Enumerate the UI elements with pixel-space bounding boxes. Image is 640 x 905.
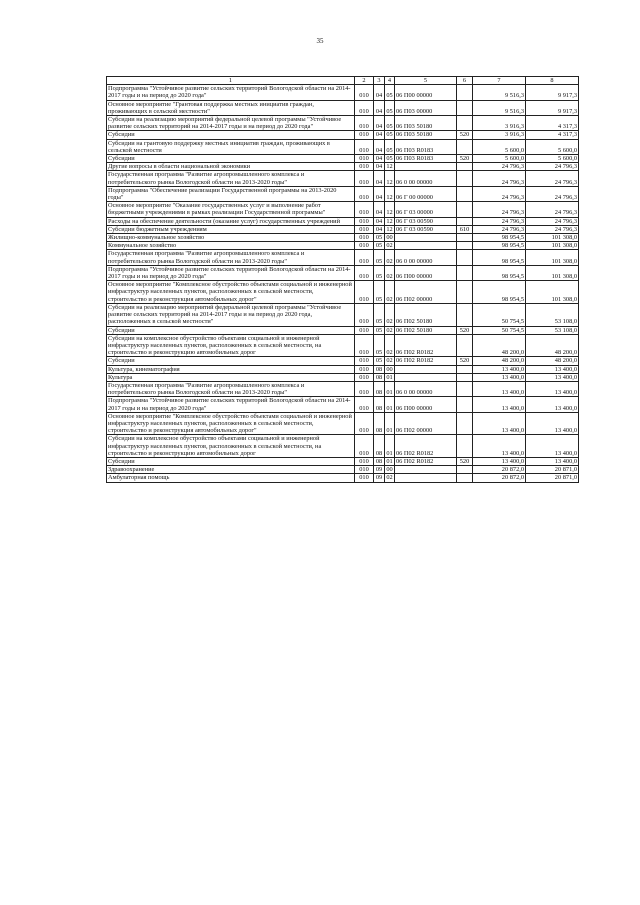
row-section: 04	[374, 171, 385, 186]
table-row	[107, 171, 579, 186]
row-admin-code: 010	[355, 457, 374, 465]
row-amount-col7: 5 600,0	[473, 155, 526, 163]
row-section: 05	[374, 357, 385, 365]
row-section: 04	[374, 163, 385, 171]
row-name: Подпрограмма "Обеспечение реализации Государственной программы на 2013-2020 годы"	[107, 186, 355, 201]
row-amount-col8: 5 600,0	[526, 139, 579, 154]
row-amount-col7: 24 796,3	[473, 225, 526, 233]
row-amount-col8: 24 796,3	[526, 202, 579, 217]
row-name: Субсидии	[107, 131, 355, 139]
row-section: 05	[374, 250, 385, 265]
row-target-article: 06 0 00 00000	[395, 250, 457, 265]
row-amount-col7: 13 400,0	[473, 373, 526, 381]
row-expense-type	[457, 281, 473, 304]
row-expense-type: 520	[457, 155, 473, 163]
header-cell: 2	[355, 77, 374, 85]
row-target-article: 06 Г 03 00590	[395, 225, 457, 233]
table-row	[107, 365, 579, 373]
row-admin-code: 010	[355, 250, 374, 265]
table-row	[107, 225, 579, 233]
row-section: 05	[374, 281, 385, 304]
row-expense-type	[457, 435, 473, 458]
row-expense-type	[457, 234, 473, 242]
row-target-article	[395, 373, 457, 381]
row-section: 08	[374, 397, 385, 412]
row-target-article	[395, 365, 457, 373]
row-amount-col7: 24 796,3	[473, 202, 526, 217]
row-amount-col8: 9 917,3	[526, 100, 579, 115]
row-target-article: 06 0 00 00000	[395, 381, 457, 396]
row-section: 09	[374, 466, 385, 474]
row-amount-col7: 3 916,3	[473, 116, 526, 131]
row-subsection: 12	[386, 225, 393, 233]
table-row	[107, 457, 579, 465]
row-subsection: 05	[385, 116, 395, 131]
table-body	[107, 85, 579, 482]
row-amount-col8: 24 796,3	[526, 171, 579, 186]
row-name: Субсидии бюджетным учреждениям	[107, 225, 355, 233]
row-amount-col8: 13 400,0	[526, 412, 579, 435]
row-admin-code: 010	[355, 412, 374, 435]
row-name: Амбулаторная помощь	[107, 474, 355, 482]
row-target-article	[395, 242, 457, 250]
row-section: 04	[374, 155, 385, 163]
row-section: 08	[374, 412, 385, 435]
row-admin-code: 010	[355, 234, 374, 242]
table-row	[107, 474, 579, 482]
table-row	[107, 334, 579, 357]
row-subsection: 02	[386, 357, 393, 365]
row-target-article: 06 П00 00000	[395, 85, 457, 100]
row-amount-col7: 3 916,3	[473, 131, 526, 139]
row-expense-type	[457, 85, 473, 100]
row-target-article: 06 П02 R0182	[395, 357, 457, 365]
table-row	[107, 381, 579, 396]
row-name: Другие вопросы в области национальной экономики	[107, 163, 355, 171]
row-section: 04	[374, 225, 385, 233]
row-subsection: 01	[385, 397, 395, 412]
row-expense-type: 520	[457, 131, 473, 139]
row-target-article: 06 Г 00 00000	[395, 186, 457, 201]
row-expense-type: 520	[457, 457, 473, 465]
row-subsection: 02	[385, 265, 395, 280]
page-number: 35	[316, 37, 324, 45]
row-amount-col7: 24 796,3	[473, 171, 526, 186]
row-name: Субсидии на комплексное обустройство объектами социальной и инженерной инфраструктур населенных пунктов, расположенных в сельской местности, на строительство и реконструкцию автомобильных дорог	[107, 334, 355, 357]
table-row	[107, 373, 579, 381]
row-subsection: 01	[386, 373, 393, 381]
row-expense-type	[457, 412, 473, 435]
row-name: Основное мероприятие "Комплексное обустройство объектами социальной и инженерной инфраструктур населенных пунктов, расположенных в сельской местности, строительство и реконструкция автомобильных дорог"	[107, 281, 355, 304]
table-row	[107, 163, 579, 171]
row-expense-type	[457, 242, 473, 250]
row-amount-col7: 50 754,5	[473, 326, 526, 334]
row-amount-col8: 13 400,0	[526, 373, 579, 381]
table-row	[107, 131, 579, 139]
row-subsection: 05	[385, 85, 395, 100]
row-name: Субсидии на комплексное обустройство объектами социальной и инженерной инфраструктур населенных пунктов, расположенных в сельской местности, на строительство и реконструкцию автомобильных дорог	[107, 435, 355, 458]
row-target-article: 06 0 00 00000	[395, 171, 457, 186]
row-amount-col7: 13 400,0	[473, 412, 526, 435]
row-admin-code: 010	[355, 265, 374, 280]
row-amount-col8: 101 308,0	[526, 242, 579, 250]
row-expense-type	[457, 365, 473, 373]
row-section: 08	[374, 365, 385, 373]
row-expense-type	[457, 217, 473, 225]
row-target-article: 06 П03 R0183	[395, 139, 457, 154]
row-admin-code: 010	[355, 100, 374, 115]
row-name: Подпрограмма "Устойчивое развитие сельских территорий Вологодской области на 2014-2017 годы и на период до 2020 года"	[107, 85, 355, 100]
row-expense-type	[457, 265, 473, 280]
row-amount-col7: 13 400,0	[473, 457, 526, 465]
row-name: Культура, кинематография	[107, 365, 355, 373]
row-expense-type: 520	[457, 357, 473, 365]
row-section: 05	[374, 242, 385, 250]
table-row	[107, 466, 579, 474]
row-expense-type	[457, 163, 473, 171]
row-target-article	[395, 163, 457, 171]
row-name: Основное мероприятие "Комплексное обустройство объектами социальной и инженерной инфраструктур населенных пунктов, расположенных в сельской местности, строительство и реконструкция автомобильных дорог"	[107, 412, 355, 435]
row-expense-type	[457, 303, 473, 326]
table-row	[107, 186, 579, 201]
table-row	[107, 234, 579, 242]
row-amount-col8: 9 917,3	[526, 85, 579, 100]
row-expense-type	[457, 250, 473, 265]
row-section: 04	[374, 186, 385, 201]
row-amount-col7: 48 200,0	[473, 334, 526, 357]
row-name: Жилищно-коммунальное хозяйство	[107, 234, 355, 242]
row-admin-code: 010	[355, 85, 374, 100]
row-subsection: 02	[386, 326, 393, 334]
row-subsection: 02	[385, 334, 395, 357]
row-name: Основное мероприятие "Оказание государственных услуг и выполнение работ бюджетными учреждениями в рамках реализации Государственной программы"	[107, 202, 355, 217]
table-row	[107, 326, 579, 334]
row-section: 05	[374, 326, 385, 334]
row-amount-col8: 20 871,0	[526, 474, 579, 482]
row-amount-col8: 24 796,3	[526, 225, 579, 233]
row-admin-code: 010	[355, 171, 374, 186]
row-name: Субсидии на грантовую поддержку местных инициатив граждан, проживающих в сельской местности	[107, 139, 355, 154]
row-section: 08	[374, 435, 385, 458]
row-subsection: 12	[385, 171, 395, 186]
row-expense-type	[457, 116, 473, 131]
row-amount-col7: 13 400,0	[473, 381, 526, 396]
header-cell: 5	[395, 77, 457, 85]
row-amount-col7: 13 400,0	[473, 365, 526, 373]
row-target-article: 06 П00 00000	[395, 397, 457, 412]
row-section: 09	[374, 474, 385, 482]
row-amount-col8: 48 200,0	[526, 357, 579, 365]
row-name: Государственная программа "Развитие агропромышленного комплекса и потребительского рынка Вологодской области на 2013-2020 годы"	[107, 381, 355, 396]
row-admin-code: 010	[355, 131, 374, 139]
row-amount-col8: 101 308,0	[526, 250, 579, 265]
row-amount-col7: 13 400,0	[473, 397, 526, 412]
row-admin-code: 010	[355, 397, 374, 412]
table-row	[107, 412, 579, 435]
row-admin-code: 010	[355, 217, 374, 225]
row-subsection: 02	[385, 281, 395, 304]
row-name: Субсидии на реализацию мероприятий федеральной целевой программы "Устойчивое развитие сельских территорий на 2014-2017 годы и на период до 2020 года, расположенных в сельской местности"	[107, 303, 355, 326]
row-subsection: 01	[385, 435, 395, 458]
row-expense-type	[457, 373, 473, 381]
row-admin-code: 010	[355, 202, 374, 217]
row-admin-code: 010	[355, 474, 374, 482]
row-amount-col8: 48 200,0	[526, 334, 579, 357]
row-target-article: 06 П03 50180	[395, 116, 457, 131]
row-expense-type	[457, 186, 473, 201]
row-name: Субсидии	[107, 155, 355, 163]
row-amount-col7: 98 954,5	[473, 250, 526, 265]
row-admin-code: 010	[355, 381, 374, 396]
row-target-article	[395, 234, 457, 242]
row-name: Расходы на обеспечение деятельности (оказание услуг) государственных учреждений	[107, 217, 355, 225]
row-target-article: 06 П02 50180	[395, 326, 457, 334]
row-section: 04	[374, 217, 385, 225]
row-subsection: 12	[386, 217, 393, 225]
table-row	[107, 202, 579, 217]
row-admin-code: 010	[355, 373, 374, 381]
row-section: 05	[374, 334, 385, 357]
header-cell: 1	[107, 77, 355, 85]
row-section: 08	[374, 381, 385, 396]
table-row	[107, 250, 579, 265]
row-section: 08	[374, 373, 385, 381]
table-row	[107, 242, 579, 250]
row-admin-code: 010	[355, 242, 374, 250]
row-amount-col7: 98 954,5	[473, 242, 526, 250]
row-expense-type	[457, 202, 473, 217]
row-target-article: 06 П03 R0183	[395, 155, 457, 163]
row-amount-col7: 24 796,3	[473, 186, 526, 201]
row-target-article: 06 Г 03 00000	[395, 202, 457, 217]
table-row	[107, 139, 579, 154]
table-row	[107, 303, 579, 326]
row-amount-col7: 98 954,5	[473, 281, 526, 304]
table-row	[107, 116, 579, 131]
row-amount-col7: 20 872,0	[473, 466, 526, 474]
table-row	[107, 85, 579, 100]
table-row	[107, 357, 579, 365]
row-subsection: 00	[386, 365, 393, 373]
row-name: Культура	[107, 373, 355, 381]
row-amount-col8: 13 400,0	[526, 457, 579, 465]
row-subsection: 05	[386, 155, 393, 163]
row-subsection: 12	[386, 163, 393, 171]
row-amount-col7: 13 400,0	[473, 435, 526, 458]
row-amount-col7: 24 796,3	[473, 217, 526, 225]
row-subsection: 05	[385, 139, 395, 154]
row-name: Субсидии	[107, 326, 355, 334]
row-expense-type	[457, 334, 473, 357]
row-amount-col8: 13 400,0	[526, 435, 579, 458]
row-amount-col8: 13 400,0	[526, 381, 579, 396]
header-cell: 7	[473, 77, 526, 85]
row-amount-col7: 24 796,3	[473, 163, 526, 171]
row-name: Коммунальное хозяйство	[107, 242, 355, 250]
row-target-article: 06 П02 R0182	[395, 334, 457, 357]
row-target-article: 06 П00 00000	[395, 265, 457, 280]
row-name: Подпрограмма "Устойчивое развитие сельских территорий Вологодской области на 2014-2017 годы и на период до 2020 года"	[107, 265, 355, 280]
row-expense-type	[457, 466, 473, 474]
row-amount-col7: 9 516,3	[473, 100, 526, 115]
row-admin-code: 010	[355, 163, 374, 171]
row-section: 04	[374, 85, 385, 100]
row-amount-col8: 24 796,3	[526, 163, 579, 171]
row-subsection: 12	[385, 186, 395, 201]
row-amount-col8: 24 796,3	[526, 186, 579, 201]
row-amount-col7: 50 754,5	[473, 303, 526, 326]
row-subsection: 02	[385, 303, 395, 326]
row-amount-col7: 48 200,0	[473, 357, 526, 365]
row-amount-col8: 20 871,0	[526, 466, 579, 474]
row-expense-type: 610	[457, 225, 473, 233]
row-subsection: 02	[385, 250, 395, 265]
row-section: 04	[374, 202, 385, 217]
row-section: 04	[374, 139, 385, 154]
row-target-article: 06 П02 50180	[395, 303, 457, 326]
row-amount-col8: 5 600,0	[526, 155, 579, 163]
table-row	[107, 217, 579, 225]
row-amount-col7: 98 954,5	[473, 234, 526, 242]
row-section: 05	[374, 303, 385, 326]
row-admin-code: 010	[355, 357, 374, 365]
row-admin-code: 010	[355, 326, 374, 334]
row-expense-type	[457, 381, 473, 396]
header-cell: 8	[526, 77, 579, 85]
row-section: 04	[374, 131, 385, 139]
row-target-article: 06 П02 R0182	[395, 435, 457, 458]
row-name: Основное мероприятие "Грантовая поддержка местных инициатив граждан, проживающих в сельской местности"	[107, 100, 355, 115]
row-admin-code: 010	[355, 155, 374, 163]
row-target-article: 06 П02 R0182	[395, 457, 457, 465]
header-cell: 3	[374, 77, 385, 85]
row-expense-type	[457, 171, 473, 186]
row-admin-code: 010	[355, 116, 374, 131]
header-cell: 4	[385, 77, 395, 85]
row-amount-col8: 13 400,0	[526, 397, 579, 412]
row-expense-type	[457, 397, 473, 412]
row-subsection: 00	[386, 234, 393, 242]
budget-table	[106, 76, 579, 483]
row-subsection: 05	[385, 100, 395, 115]
row-section: 04	[374, 116, 385, 131]
row-target-article	[395, 466, 457, 474]
row-amount-col7: 9 516,3	[473, 85, 526, 100]
row-amount-col8: 101 308,0	[526, 281, 579, 304]
row-expense-type: 520	[457, 326, 473, 334]
table-row	[107, 397, 579, 412]
row-target-article: 06 П03 50180	[395, 131, 457, 139]
header-row	[107, 77, 579, 85]
row-admin-code: 010	[355, 139, 374, 154]
row-subsection: 01	[385, 412, 395, 435]
row-target-article: 06 П02 00000	[395, 281, 457, 304]
table-row	[107, 265, 579, 280]
row-amount-col7: 98 954,5	[473, 265, 526, 280]
row-subsection: 01	[385, 381, 395, 396]
header-cell: 6	[457, 77, 473, 85]
row-target-article: 06 П02 00000	[395, 412, 457, 435]
row-name: Государственная программа "Развитие агропромышленного комплекса и потребительского рынка Вологодской области на 2013-2020 годы"	[107, 171, 355, 186]
row-subsection: 02	[386, 242, 393, 250]
table-row	[107, 435, 579, 458]
row-amount-col8: 101 308,0	[526, 234, 579, 242]
row-name: Подпрограмма "Устойчивое развитие сельских территорий Вологодской области на 2014-2017 годы и на период до 2020 года"	[107, 397, 355, 412]
row-expense-type	[457, 139, 473, 154]
row-amount-col8: 13 400,0	[526, 365, 579, 373]
row-admin-code: 010	[355, 466, 374, 474]
row-amount-col7: 5 600,0	[473, 139, 526, 154]
row-section: 04	[374, 100, 385, 115]
row-subsection: 01	[386, 457, 393, 465]
row-amount-col8: 4 317,3	[526, 131, 579, 139]
row-name: Субсидии	[107, 457, 355, 465]
row-subsection: 05	[386, 131, 393, 139]
row-admin-code: 010	[355, 225, 374, 233]
row-name: Субсидии	[107, 357, 355, 365]
row-target-article: 06 П03 00000	[395, 100, 457, 115]
row-admin-code: 010	[355, 334, 374, 357]
row-target-article: 06 Г 03 00590	[395, 217, 457, 225]
row-amount-col8: 53 108,0	[526, 303, 579, 326]
row-admin-code: 010	[355, 281, 374, 304]
table-row	[107, 281, 579, 304]
row-admin-code: 010	[355, 303, 374, 326]
table-row	[107, 155, 579, 163]
row-amount-col8: 101 308,0	[526, 265, 579, 280]
row-name: Здравоохранение	[107, 466, 355, 474]
row-subsection: 12	[385, 202, 395, 217]
row-amount-col7: 20 872,0	[473, 474, 526, 482]
row-subsection: 02	[386, 474, 393, 482]
row-admin-code: 010	[355, 435, 374, 458]
row-name: Субсидии на реализацию мероприятий федеральной целевой программы "Устойчивое развитие сельских территорий на 2014-2017 годы и на период до 2020 года"	[107, 116, 355, 131]
row-amount-col8: 53 108,0	[526, 326, 579, 334]
row-section: 05	[374, 265, 385, 280]
row-target-article	[395, 474, 457, 482]
table-row	[107, 100, 579, 115]
row-section: 05	[374, 234, 385, 242]
row-amount-col8: 24 796,3	[526, 217, 579, 225]
row-expense-type	[457, 100, 473, 115]
row-expense-type	[457, 474, 473, 482]
row-amount-col8: 4 317,3	[526, 116, 579, 131]
row-section: 08	[374, 457, 385, 465]
row-admin-code: 010	[355, 365, 374, 373]
row-name: Государственная программа "Развитие агропромышленного комплекса и потребительского рынка Вологодской области на 2013-2020 годы"	[107, 250, 355, 265]
row-subsection: 00	[386, 466, 393, 474]
row-admin-code: 010	[355, 186, 374, 201]
